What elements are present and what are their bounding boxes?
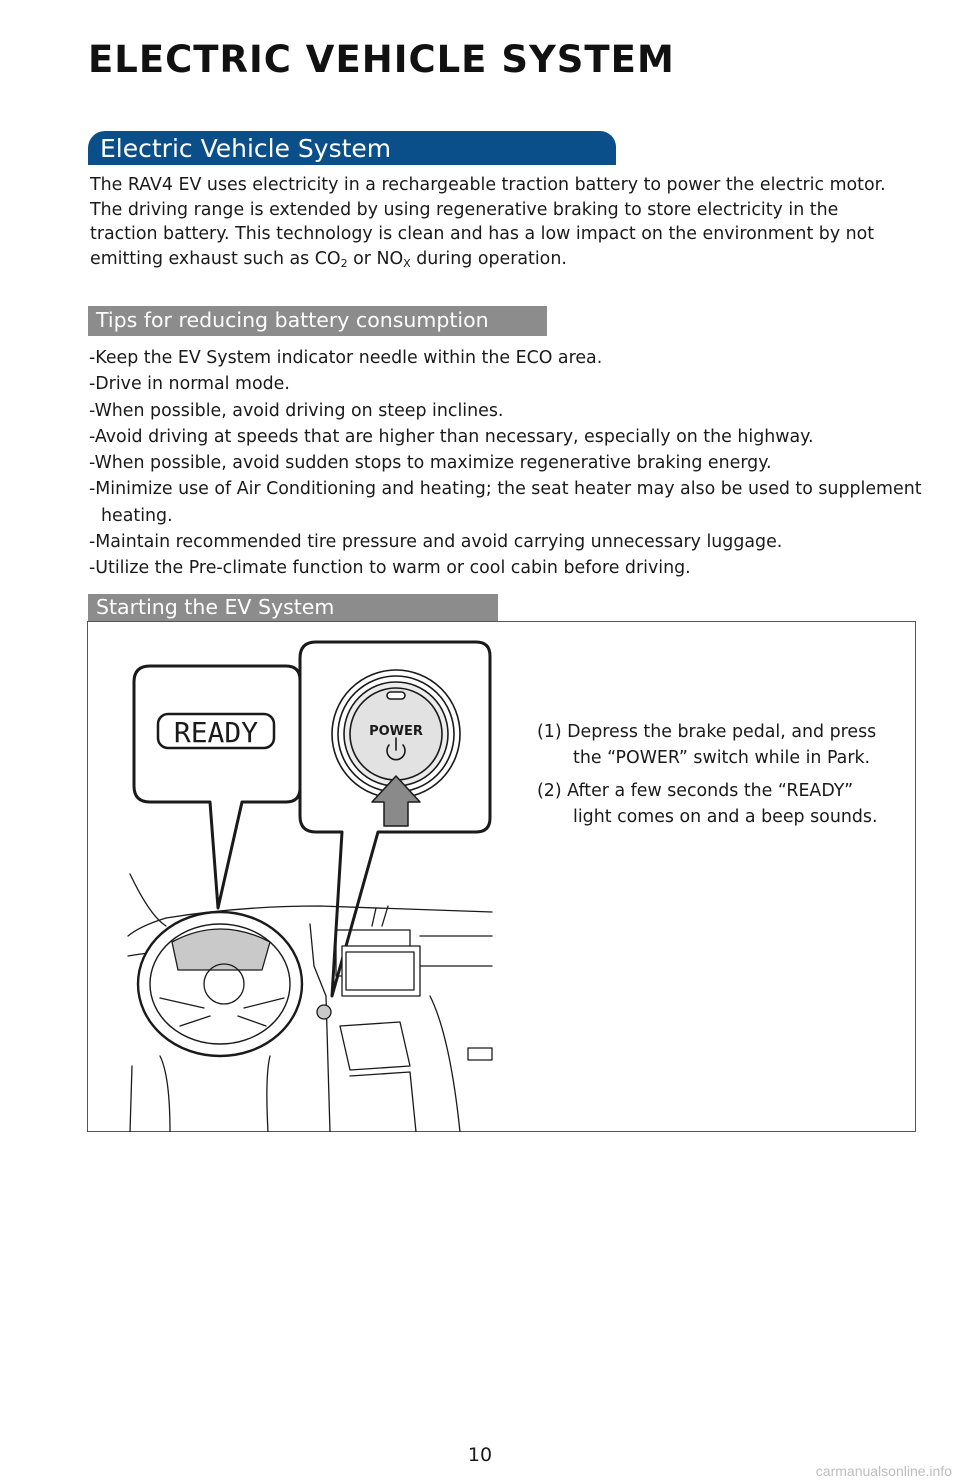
power-label: POWER <box>369 724 423 739</box>
tips-list <box>89 345 929 582</box>
intro-text-2: or NO <box>347 248 404 269</box>
intro-text-3: during operation. <box>410 248 567 269</box>
tips-heading: Tips for reducing battery consumption <box>88 306 547 336</box>
list-item: -When possible, avoid sudden stops to maximize regenerative braking energy. <box>89 453 772 474</box>
starting-heading: Starting the EV System <box>88 594 498 622</box>
list-item: -Avoid driving at speeds that are higher than necessary, especially on the highway. <box>89 426 814 447</box>
nox-subscript: X <box>403 256 411 270</box>
list-item: -Drive in normal mode. <box>89 374 290 395</box>
list-item: -Minimize use of Air Conditioning and heating; the seat heater may also be used to supplement heating. <box>89 479 922 526</box>
page-number: 10 <box>467 1444 493 1466</box>
steps-list <box>537 719 897 837</box>
list-item: -When possible, avoid driving on steep inclines. <box>89 400 504 421</box>
list-item: -Maintain recommended tire pressure and avoid carrying unnecessary luggage. <box>89 532 783 553</box>
list-item: (2) After a few seconds the “READY” light comes on and a beep sounds. <box>537 781 878 827</box>
dashboard-illustration <box>120 636 500 1132</box>
co2-subscript: 2 <box>340 256 348 270</box>
page-title: ELECTRIC VEHICLE SYSTEM <box>88 38 675 81</box>
intro-text-1: The RAV4 EV uses electricity in a rechargeable traction battery to power the electric motor. The driving range is extended by using regenerative braking to store electricity in the traction battery. This technology is clean and has a low impact on the environment by not emitting exhaust such as CO <box>90 175 886 269</box>
ready-label: READY <box>173 716 259 749</box>
list-item: (1) Depress the brake pedal, and press the “POWER” switch while in Park. <box>537 722 877 768</box>
intro-paragraph <box>90 173 890 271</box>
list-item: -Utilize the Pre-climate function to warm or cool cabin before driving. <box>89 558 691 579</box>
section-heading: Electric Vehicle System <box>88 131 616 165</box>
watermark: carmanualsonline.info <box>815 1463 952 1479</box>
dashboard-line-art <box>128 874 492 1132</box>
ready-indicator-icon <box>158 714 274 749</box>
list-item: -Keep the EV System indicator needle within the ECO area. <box>89 348 603 368</box>
ready-callout <box>134 666 300 908</box>
